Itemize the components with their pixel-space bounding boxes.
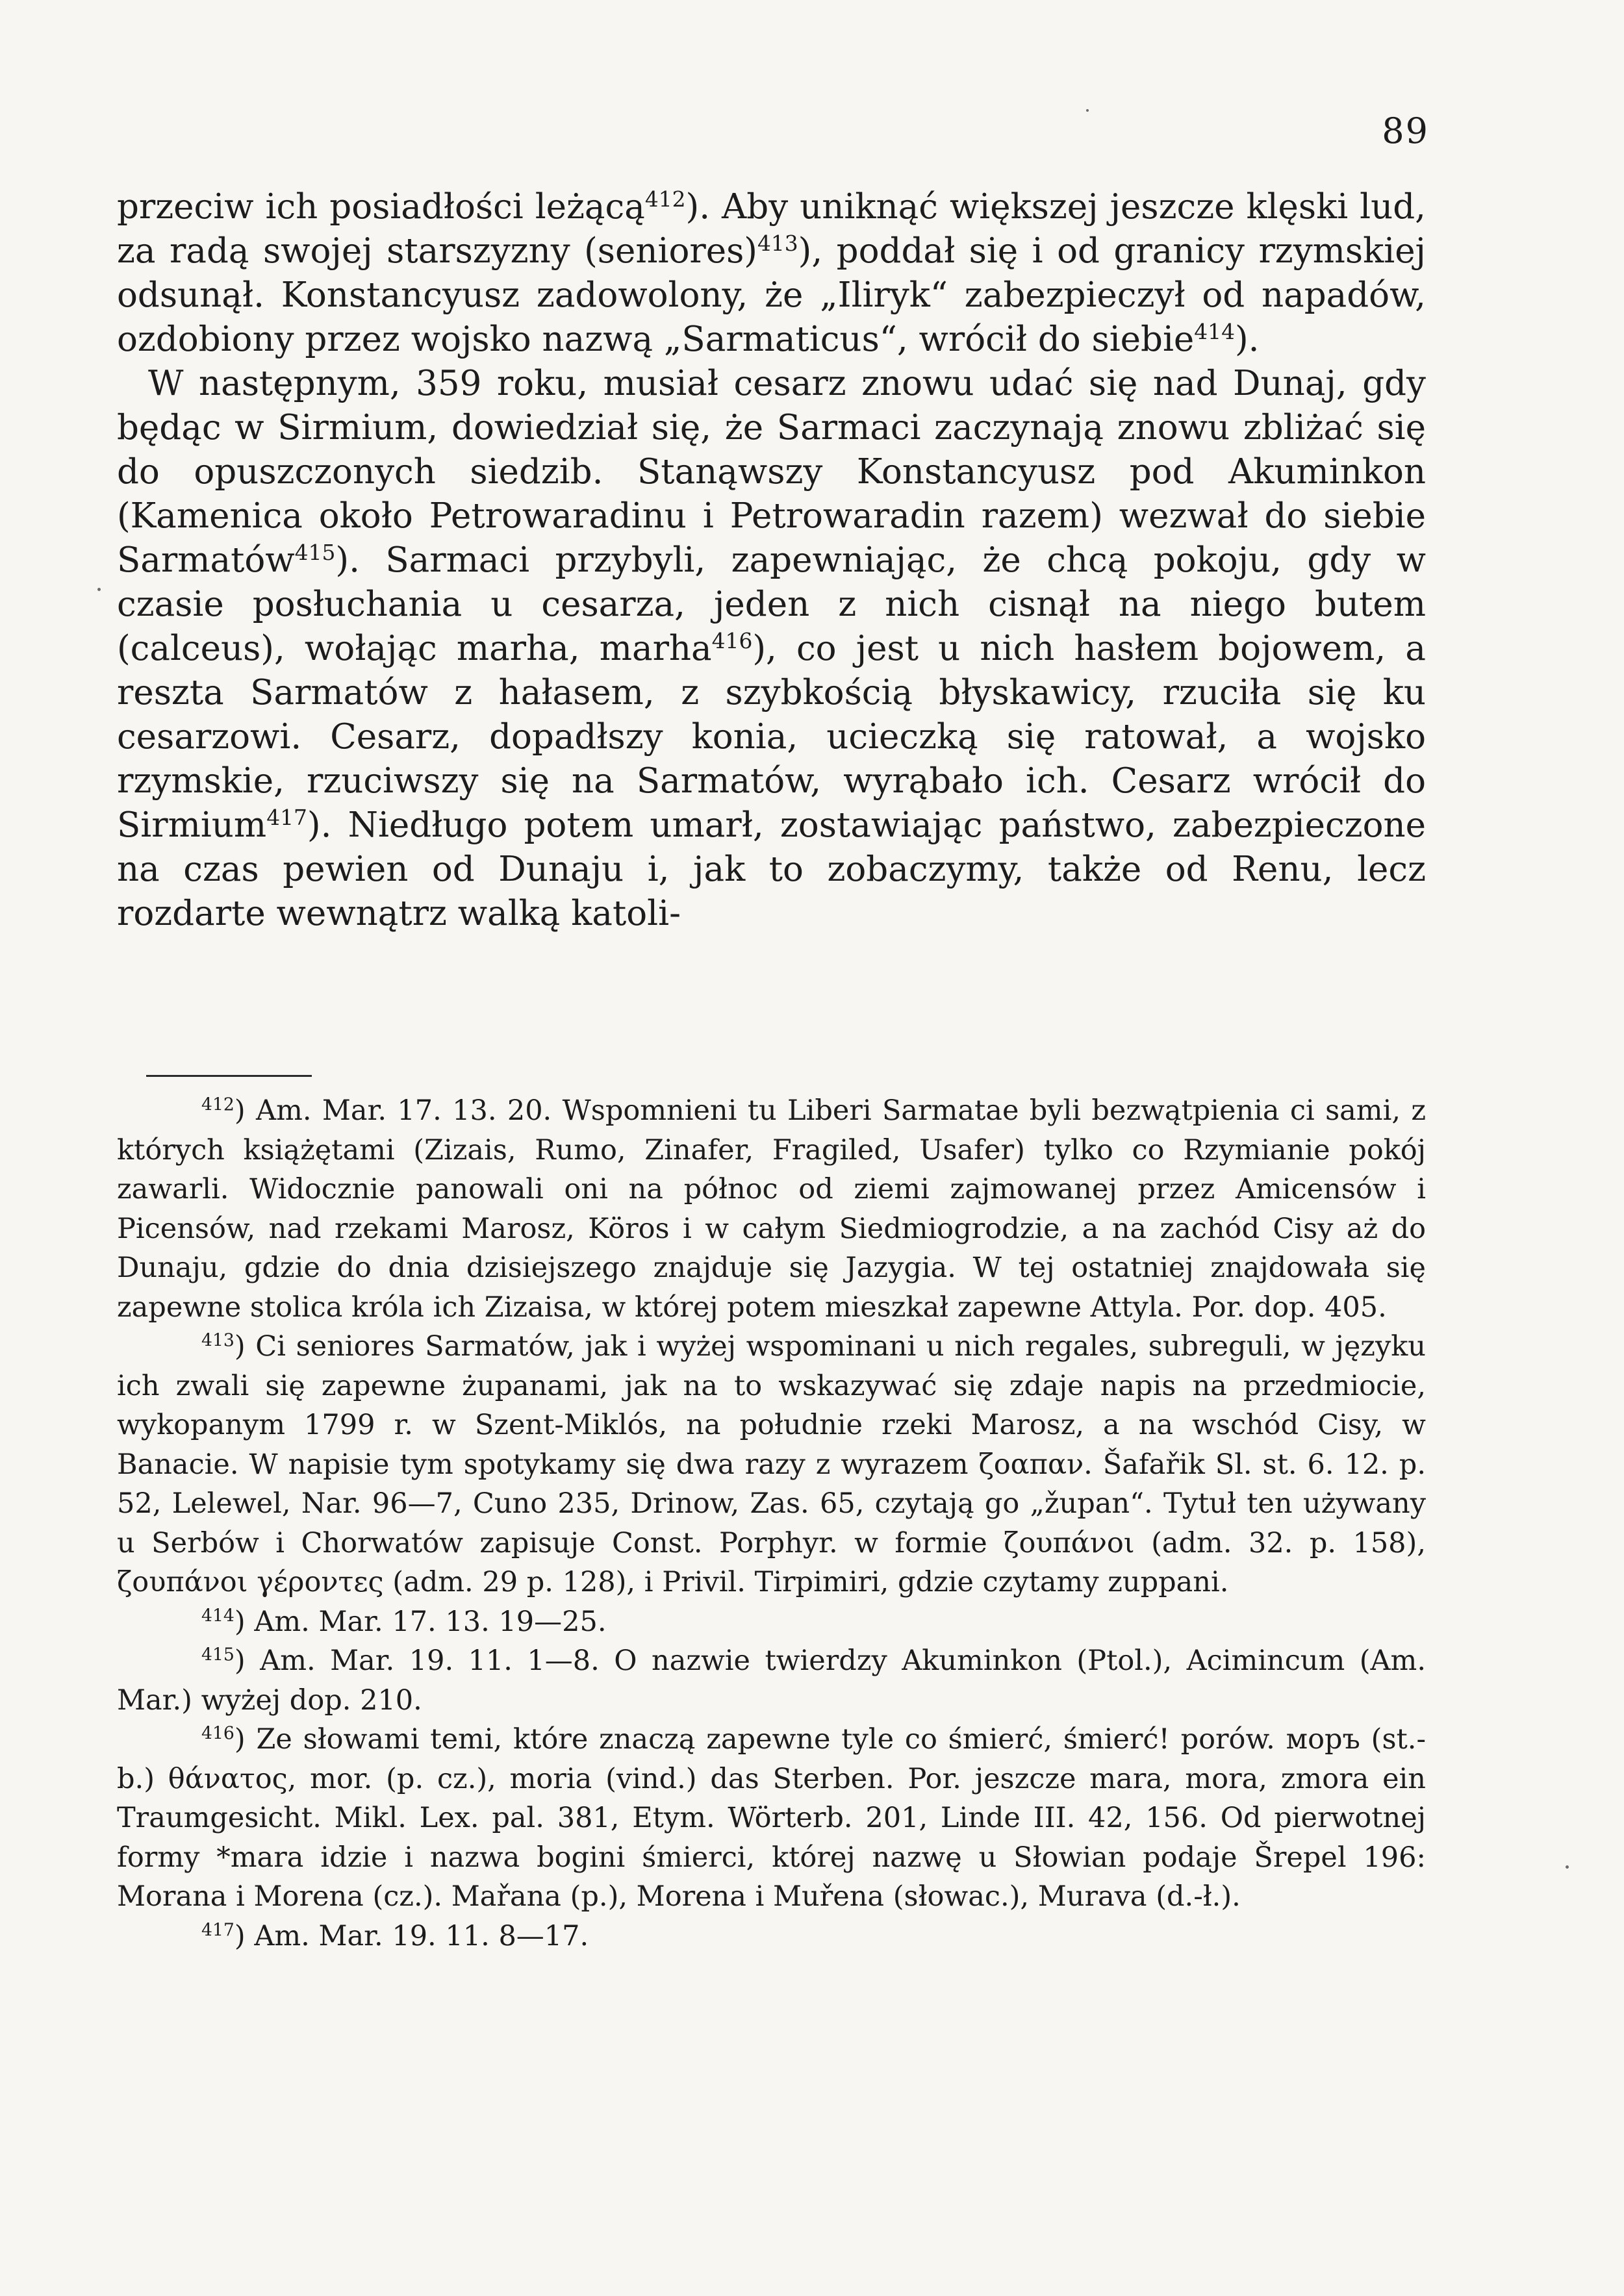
footnote-number: 412 [201, 1094, 235, 1115]
text-run: ). [1235, 320, 1260, 359]
text-run: przeciw ich posiadłości leżącą [117, 187, 645, 227]
text-run: ). Aby uniknąć większej jeszcze klęski lud, za radą swojej starszyzny (seniores) [117, 187, 1426, 271]
footnote-number: 415 [201, 1645, 235, 1665]
footnote-text: ) Ci seniores Sarmatów, jak i wyżej wspominani u nich regales, subreguli, w języku ich zwali się zapewne żupanami, jak na to wskazywać się zdaje napis na przedmiocie, wykopanym 1799 r. w Szent-Miklós, na południe rzeki Marosz, a na wschód Cisy, w Banacie. W napisie tym spotykamy się dwa razy z wyrazem ζοαπαν. Šafařik Sl. st. 6. 12. p. 52, Lelewel, Nar. 96—7, Cuno 235, Drinow, Zas. 65, czytają go „župan“. Tytuł ten używany u Serbów i Chorwatów zapisuje Const. Porphyr. w formie ζουπάνοι (adm. 32. p. 158), ζουπάνοι γέροντες (adm. 29 p. 128), i Privil. Tirpimiri, gdzie czytamy zuppani. [117, 1330, 1426, 1598]
footnote-ref-413[interactable]: 413 [757, 230, 798, 256]
text-run: ). Sarmaci przybyli, zapewniając, że chcą pokoju, gdy w czasie posłuchania u cesarza, jeden z nich cisnął na niego butem (calceus), wołając marha, marha [117, 540, 1426, 668]
text-run: ), poddał się i od granicy rzymskiej odsunął. Konstancyusz zadowolony, że „Iliryk“ zabezpieczył od napadów, ozdobiony przez wojsko nazwą „Sarmaticus“, wrócił do siebie [117, 231, 1426, 359]
footnote-text: ) Am. Mar. 19. 11. 1—8. O nazwie twierdzy Akuminkon (Ptol.), Acimincum (Am. Mar.) wyżej dop. 210. [117, 1645, 1426, 1717]
footnote-ref-416[interactable]: 416 [711, 627, 753, 653]
footnote-separator [146, 1075, 312, 1077]
speck [1566, 1865, 1569, 1869]
footnote-416 [117, 1720, 1426, 1917]
text-run: ), co jest u nich hasłem bojowem, a reszta Sarmatów z hałasem, z szybkością błyskawicy, rzuciła się ku cesarzowi. Cesarz, dopadłszy konia, ucieczką się ratował, a wojsko rzymskie, rzuciwszy się na Sarmatów, wyrąbało ich. Cesarz wrócił do Sirmium [117, 629, 1426, 845]
speck [97, 588, 101, 591]
body-paragraph-2 [117, 362, 1426, 936]
footnote-417 [117, 1917, 1426, 1956]
text-run: W następnym, 359 roku, musiał cesarz znowu udać się nad Dunaj, gdy będąc w Sirmium, dowiedział się, że Sarmaci zaczynają znowu zbliżać się do opuszczonych siedzib. Stanąwszy Konstancyusz pod Akuminkon (Kamenica około Petrowaradinu i Petrowaradin razem) wezwał do siebie Sarmatów [117, 364, 1426, 580]
footnotes [117, 1091, 1426, 1956]
speck [1086, 109, 1089, 112]
footnote-text: ) Am. Mar. 17. 13. 20. Wspomnieni tu Liberi Sarmatae byli bezwątpienia ci sami, z których książętami (Zizais, Rumo, Zinafer, Fragiled, Usafer) tylko co Rzymianie pokój zawarli. Widocznie panowali oni na północ od ziemi zajmowanej przez Amicensów i Picensów, nad rzekami Marosz, Köros i w całym Siedmiogrodzie, a na zachód Cisy aż do Dunaju, gdzie do dnia dzisiejszego znajduje się Jazygia. W tej ostatniej znajdowała się zapewne stolica króla ich Zizaisa, w której potem mieszkał zapewne Attyla. Por. dop. 405. [117, 1094, 1426, 1324]
footnote-text: ) Am. Mar. 17. 13. 19—25. [234, 1605, 607, 1638]
footnote-text: ) Am. Mar. 19. 11. 8—17. [234, 1919, 589, 1952]
footnote-ref-417[interactable]: 417 [266, 804, 307, 830]
footnote-number: 417 [201, 1919, 235, 1940]
footnote-413 [117, 1327, 1426, 1602]
footnote-number: 416 [201, 1723, 235, 1744]
footnote-number: 414 [201, 1605, 235, 1626]
page-number: 89 [1382, 110, 1429, 151]
main-text [117, 185, 1426, 936]
footnote-ref-414[interactable]: 414 [1194, 318, 1235, 344]
body-paragraph-1 [117, 185, 1426, 362]
footnote-ref-415[interactable]: 415 [294, 539, 336, 565]
footnote-text: ) Ze słowami temi, które znaczą zapewne tyle co śmierć, śmierć! porów. моръ (st.-b.) θάνατος, mor. (p. cz.), moria (vind.) das Sterben. Por. jeszcze mara, mora, zmora ein Traumgesicht. Mikl. Lex. pal. 381, Etym. Wörterb. 201, Linde III. 42, 156. Od pierwotnej formy *mara idzie i nazwa bogini śmierci, której nazwę u Słowian podaje Šrepel 196: Morana i Morena (cz.). Mařana (p.), Morena i Muřena (słowac.), Murava (d.-ł.). [117, 1723, 1426, 1913]
footnote-number: 413 [201, 1330, 235, 1351]
footnote-414 [117, 1602, 1426, 1642]
footnote-ref-412[interactable]: 412 [644, 186, 686, 212]
footnote-412 [117, 1091, 1426, 1327]
footnote-415 [117, 1641, 1426, 1720]
text-run: ). Niedługo potem umarł, zostawiając państwo, zabezpieczone na czas pewien od Dunaju i, jak to zobaczymy, także od Renu, lecz rozdarte wewnątrz walką katoli- [117, 805, 1426, 933]
